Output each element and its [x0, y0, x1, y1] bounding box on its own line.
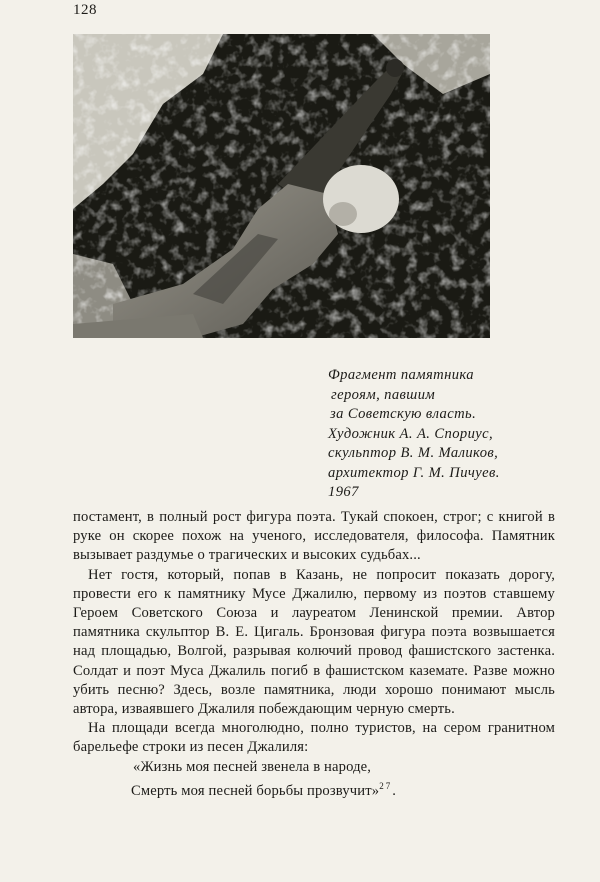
paragraph: На площади всегда многолюдно, полно туристов, на сером гранитном барельефе строки из песен Джалиля:: [73, 720, 555, 756]
poem-end: .: [392, 782, 397, 799]
paragraph: Нет гостя, который, попав в Казань, не попросит показать дорогу, провести его к памятнику Мусе Джалилю, первому из поэтов ставшему Героем Советского Союза и лауреатом Ленинской премии. Автор памятника скульптор В. Е. Цигаль. Бронзовая фигура поэта возвышается над площадью, Волгой, разрывая колючий провод фашистского застенка. Солдат и поэт Муса Джалиль погиб в фашистском каземате. Разве можно убить песню? Здесь, возле памятника, люди хорошо понимают мысль автора, изваявшего Джалиля побеждающим черную смерть.: [73, 566, 555, 718]
page-number: 128: [73, 2, 97, 18]
poem-quote: [73, 758, 555, 801]
caption-line: Фрагмент памятника: [328, 367, 474, 383]
poem-line: «Жизнь моя песней звенела в народе,: [133, 758, 372, 775]
body-text: [73, 508, 555, 801]
monument-photo-illustration: [73, 34, 490, 338]
monument-photo: [73, 34, 490, 338]
poem-line: [73, 777, 555, 801]
caption-line: Художник А. А. Спориус,: [328, 425, 494, 442]
caption-line: за Советскую власть.: [330, 406, 477, 422]
caption-line: скульптор В. М. Маликов,: [328, 445, 499, 461]
photo-caption: [328, 366, 578, 503]
paragraph: постамент, в полный рост фигура поэта. Тукай спокоен, строг; с книгой в руке он скорее похож на ученого, исследователя, философа. Памятник вызывает раздумье о трагических и высоких судьбах...: [73, 509, 555, 564]
caption-line: архитектор Г. М. Пичуев.: [328, 464, 500, 481]
caption-year: 1967: [328, 484, 359, 500]
footnote-ref: 27: [379, 780, 393, 791]
poem-line-text: Смерть моя песней борьбы прозвучит»: [131, 782, 380, 799]
caption-line: героям, павшим: [331, 386, 436, 403]
